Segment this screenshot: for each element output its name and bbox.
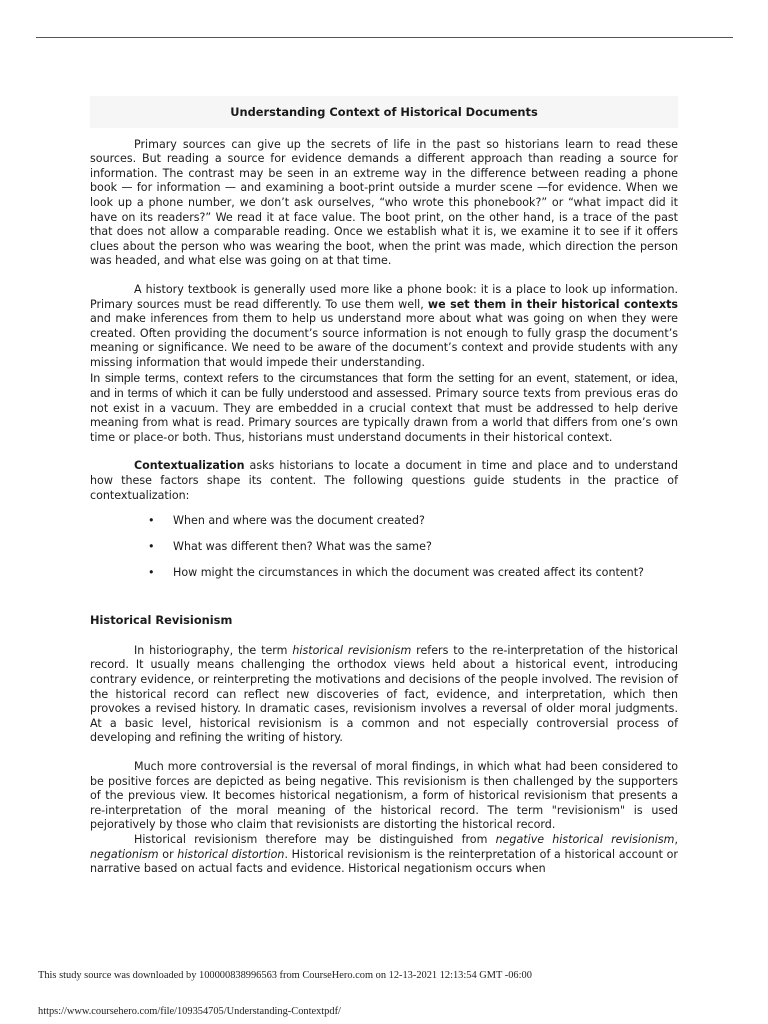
- negationism-comma: ,: [674, 832, 679, 846]
- paragraph-moral-findings: Much more controversial is the reversal of moral findings, in which what had been considered to be positive forces are depicted as being negative. This revisionism is then challenged by the supporters of the previous view. It becomes historical negationism, a form of historical revisionism that presents a re-interpretation of the moral meaning of the historical record. The term "revisionism" is used pejoratively by those who claim that revisionists are distorting the historical record.: [90, 760, 678, 832]
- context-definition-rest: Primary source texts from previous eras do not exist in a vacuum. They are embedded in a crucial context that must be addressed to help derive meaning from what is read. Primary sources are typically drawn from a world that differs from one’s own time or place-or both. Thus, historians must understand documents in their historical context.: [90, 387, 678, 444]
- negationism-or: or: [162, 847, 174, 861]
- download-notice: This study source was downloaded by 100000838996563 from CourseHero.com on 12-13-2021 12:13:54 GMT -06:00: [38, 970, 532, 981]
- paragraph-textbook-text-b: and make inferences from them to help us understand more about what was going on when they were created. Often providing the document’s source information is not enough to fully grasp the document’s meaning or significance. We need to be aware of the document’s context and provide students with any missing information that would impede their understanding.: [90, 312, 678, 369]
- question-list: [90, 511, 678, 583]
- paragraph-historiography: [90, 644, 678, 746]
- negationism-text-a: Historical revisionism therefore may be distinguished from: [134, 832, 488, 846]
- paragraph-textbook-text-a: A history textbook is generally used more like a phone book: it is a place to look up information. Primary sources must be read differently. To use them well,: [90, 282, 678, 311]
- paragraph-contextualization: [90, 459, 678, 503]
- contextualization-text: asks historians to locate a document in time and place and to understand how these factors shape its content. The following questions guide students in the practice of contextualization:: [90, 459, 678, 502]
- document-body: [90, 96, 678, 877]
- list-item: [148, 537, 678, 557]
- top-rule: [36, 37, 733, 38]
- paragraph-textbook-bold: we set them in their historical contexts: [427, 297, 679, 311]
- document-title: Understanding Context of Historical Documents: [90, 96, 678, 128]
- historiography-text-b: refers to the re-interpretation of the historical record. It usually means challenging the orthodox views held about a historical event, introducing contrary evidence, or reinterpreting the motivations and decisions of the people involved. The revision of the historical record can reflect new discoveries of fact, evidence, and interpretation, which then provokes a revised history. In dramatic cases, revisionism involves a reversal of older moral judgments. At a basic level, historical revisionism is a common and not especially controversial process of developing and refining the writing of history.: [90, 643, 679, 745]
- negationism-term-3: historical distortion: [177, 847, 285, 861]
- context-definition-text: In simple terms, context refers to the circumstances that form the setting for an event, statement, or idea, and in terms of which it can be fully understood and assessed.: [90, 370, 678, 401]
- paragraph-textbook: [90, 283, 678, 371]
- question-text: How might the circumstances in which the document was created affect its content?: [173, 566, 644, 580]
- negationism-text-d: . Historical revisionism is the reinterpretation of a historical account or narrative based on actual facts and evidence. Historical negationism occurs when: [90, 847, 678, 876]
- paragraph-negationism: [90, 833, 678, 877]
- list-item: [148, 563, 678, 583]
- question-text: What was different then? What was the same?: [173, 540, 432, 554]
- bullet-icon: •: [148, 566, 155, 580]
- historiography-text-a: In historiography, the term: [134, 643, 288, 657]
- bullet-icon: •: [148, 514, 155, 528]
- negationism-term-1: negative historical revisionism: [495, 832, 675, 846]
- section-heading-revisionism: Historical Revisionism: [90, 613, 233, 628]
- contextualization-term: Contextualization: [134, 459, 245, 473]
- negationism-term-2: negationism: [90, 847, 159, 861]
- paragraph-context-definition: [90, 371, 678, 446]
- historiography-term: historical revisionism: [292, 643, 412, 657]
- source-url[interactable]: https://www.coursehero.com/file/109354705/Understanding-Contextpdf/: [38, 1006, 341, 1017]
- bullet-icon: •: [148, 540, 155, 554]
- list-item: [148, 511, 678, 531]
- paragraph-primary-sources: Primary sources can give up the secrets of life in the past so historians learn to read these sources. But reading a source for evidence demands a different approach than reading a source for information. The contrast may be seen in an extreme way in the difference between reading a phone book — for information — and examining a boot-print outside a murder scene —for evidence. When we look up a phone number, we don’t ask ourselves, “who wrote this phonebook?” or “what impact did it have on its readers?” We read it at face value. The boot print, on the other hand, is a trace of the past that does not allow a comparable reading. Once we establish what it is, we examine it to see if it offers clues about the person who was wearing the boot, when the print was made, which direction the person was headed, and what else was going on at that time.: [90, 137, 678, 268]
- question-text: When and where was the document created?: [173, 514, 425, 528]
